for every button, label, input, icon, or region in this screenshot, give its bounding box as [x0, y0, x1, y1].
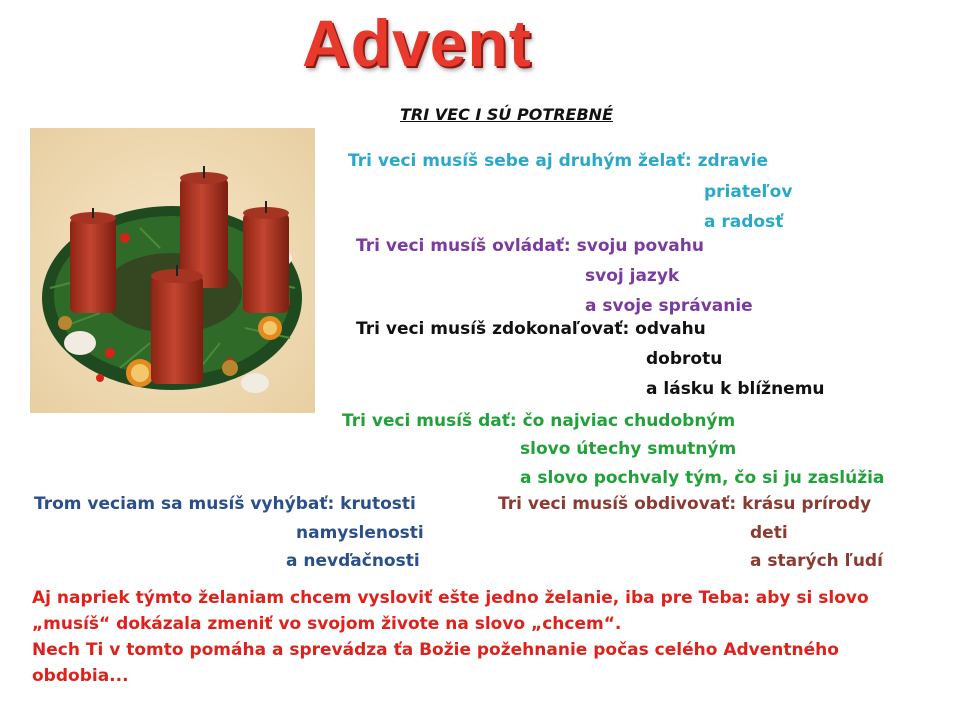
- admire-intro: Tri veci musíš obdivovať: krásu prírody: [498, 494, 872, 514]
- wish-intro: Tri veci musíš sebe aj druhým želať: zdravie: [348, 151, 768, 171]
- give-intro: Tri veci musíš dať: čo najviac chudobným: [342, 411, 736, 431]
- avoid-intro: Trom veciam sa musíš vyhýbať: krutosti: [34, 494, 416, 514]
- closing-line: „musíš“ dokázala zmeniť vo svojom živote na slovo „chcem“.: [32, 614, 622, 634]
- advent-wreath-photo: [30, 128, 315, 413]
- give-item: slovo útechy smutným: [520, 439, 737, 459]
- give-item: a slovo pochvaly tým, čo si ju zaslúžia: [520, 468, 885, 488]
- improve-item: dobrotu: [646, 349, 723, 369]
- closing-line: Aj napriek týmto želaniam chcem vysloviť ešte jedno želanie, iba pre Teba: aby si slovo: [32, 588, 869, 608]
- avoid-item: namyslenosti: [296, 523, 424, 543]
- closing-message: [32, 585, 932, 689]
- closing-line: Nech Ti v tomto pomáha a sprevádza ťa Božie požehnanie počas celého Adventného: [32, 640, 839, 660]
- closing-line: obdobia...: [32, 666, 129, 686]
- improve-intro: Tri veci musíš zdokonaľovať: odvahu: [356, 319, 706, 339]
- title-ghost-decoration: [538, 14, 708, 78]
- avoid-item: a nevďačnosti: [286, 551, 420, 571]
- admire-item: a starých ľudí: [750, 551, 883, 571]
- subtitle: TRI VEC I SÚ POTREBNÉ: [400, 105, 613, 124]
- wish-item: a radosť: [704, 212, 784, 232]
- page-title: Advent: [302, 6, 532, 80]
- control-item: a svoje správanie: [585, 296, 753, 316]
- control-intro: Tri veci musíš ovládať: svoju povahu: [356, 236, 704, 256]
- wish-item: priateľov: [704, 182, 793, 202]
- admire-item: deti: [750, 523, 788, 543]
- improve-item: a lásku k blížnemu: [646, 379, 825, 399]
- control-item: svoj jazyk: [585, 266, 680, 286]
